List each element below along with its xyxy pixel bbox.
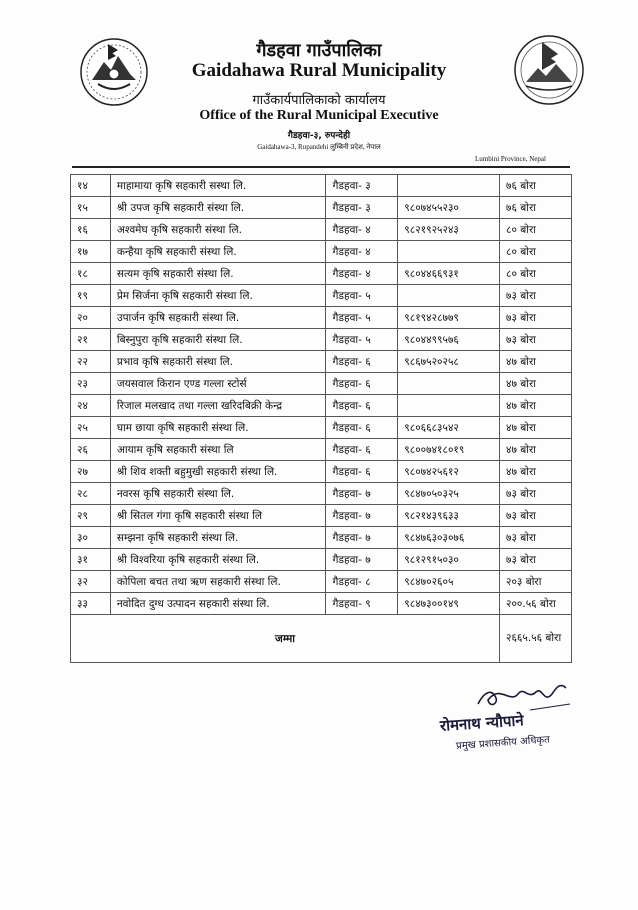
organization-name-cell: रिजाल मलखाद तथा गल्ला खरिदबिक्री केन्द्र <box>110 395 326 417</box>
signatory-name: रोमनाथ न्यौपाने <box>439 711 525 735</box>
address-english: Gaidahawa-3, Rupandehi लुम्बिनी प्रदेश, नेपाल <box>257 143 381 151</box>
phone-cell <box>398 285 500 307</box>
ward-cell: गैडहवा- ८ <box>326 571 398 593</box>
serial-number-cell: २२ <box>71 351 111 373</box>
organization-name-cell: सम्झना कृषि सहकारी संस्था लि. <box>110 527 326 549</box>
letterhead <box>0 0 638 170</box>
serial-number-cell: १९ <box>71 285 111 307</box>
organization-name-cell: घाम छाया कृषि सहकारी संस्था लि. <box>110 417 326 439</box>
serial-number-cell: १८ <box>71 263 111 285</box>
ward-cell: गैडहवा- ६ <box>326 351 398 373</box>
table-row <box>71 307 572 329</box>
phone-cell: ९८०७४२५६१२ <box>398 461 500 483</box>
organization-name-cell: नवोदित दुग्ध उत्पादन सहकारी संस्था लि. <box>110 593 326 615</box>
office-name-nepali: गाउँकार्यपालिकाको कार्यालय <box>252 93 386 108</box>
quantity-cell: ७६ बोरा <box>500 175 572 197</box>
ward-cell: गैडहवा- ४ <box>326 263 398 285</box>
organization-name-cell: उपार्जन कृषि सहकारी संस्था लि. <box>110 307 326 329</box>
quantity-cell: ८० बोरा <box>500 219 572 241</box>
organization-name-cell: अश्वमेघ कृषि सहकारी संस्था लि. <box>110 219 326 241</box>
quantity-cell: २००.५६ बोरा <box>500 593 572 615</box>
phone-cell: ९८४७६३०३०७६ <box>398 527 500 549</box>
table-row <box>71 417 572 439</box>
ward-cell: गैडहवा- ७ <box>326 505 398 527</box>
total-label: जम्मा <box>71 615 500 663</box>
ward-cell: गैडहवा- ५ <box>326 307 398 329</box>
ward-cell: गैडहवा- ३ <box>326 175 398 197</box>
table-row <box>71 351 572 373</box>
serial-number-cell: ३१ <box>71 549 111 571</box>
quantity-cell: ८० बोरा <box>500 263 572 285</box>
ward-cell: गैडहवा- ६ <box>326 395 398 417</box>
quantity-cell: ४७ बोरा <box>500 373 572 395</box>
phone-cell: ९८०७४५५२३० <box>398 197 500 219</box>
quantity-cell: ८० बोरा <box>500 241 572 263</box>
quantity-cell: ७३ बोरा <box>500 307 572 329</box>
phone-cell <box>398 241 500 263</box>
organization-name-cell: श्री शिव शक्ती बहुमुखी सहकारी संस्था लि. <box>110 461 326 483</box>
serial-number-cell: ३३ <box>71 593 111 615</box>
phone-cell <box>398 175 500 197</box>
table-row <box>71 461 572 483</box>
table-row <box>71 395 572 417</box>
phone-cell: ९८४७०२६०५ <box>398 571 500 593</box>
signatory-title: प्रमुख प्रशासकीय अधिकृत <box>455 734 551 752</box>
table-row <box>71 219 572 241</box>
quantity-cell: ४७ बोरा <box>500 461 572 483</box>
organization-name-cell: प्रेम सिर्जना कृषि सहकारी संस्था लि. <box>110 285 326 307</box>
ward-cell: गैडहवा- ७ <box>326 549 398 571</box>
quantity-cell: ७३ बोरा <box>500 483 572 505</box>
serial-number-cell: १४ <box>71 175 111 197</box>
table-row <box>71 439 572 461</box>
serial-number-cell: २३ <box>71 373 111 395</box>
phone-cell: ९८२१९२५२४३ <box>398 219 500 241</box>
table-row <box>71 593 572 615</box>
organization-name-cell: कन्हैया कृषि सहकारी संस्था लि. <box>110 241 326 263</box>
quantity-cell: ७३ बोरा <box>500 285 572 307</box>
phone-cell: ९८६७५२०२५८ <box>398 351 500 373</box>
serial-number-cell: २१ <box>71 329 111 351</box>
serial-number-cell: २४ <box>71 395 111 417</box>
quantity-cell: ४७ बोरा <box>500 351 572 373</box>
header-divider <box>72 166 570 168</box>
phone-cell: ९८०४४६६९३१ <box>398 263 500 285</box>
organization-name-cell: माहामाया कृषि सहकारी सस्था लि. <box>110 175 326 197</box>
municipality-logo-icon <box>512 30 586 110</box>
organization-name-cell: श्री उपज कृषि सहकारी संस्था लि. <box>110 197 326 219</box>
ward-cell: गैडहवा- ३ <box>326 197 398 219</box>
address-nepali: गैडहवा-३, रुपन्देही <box>287 131 351 141</box>
quantity-cell: ७३ बोरा <box>500 505 572 527</box>
table-row <box>71 263 572 285</box>
serial-number-cell: २६ <box>71 439 111 461</box>
quantity-cell: ७३ बोरा <box>500 527 572 549</box>
signature-scribble-icon <box>470 674 580 714</box>
quantity-cell: ४७ बोरा <box>500 395 572 417</box>
serial-number-cell: २९ <box>71 505 111 527</box>
serial-number-cell: २० <box>71 307 111 329</box>
phone-cell: ९८००७४१८०१९ <box>398 439 500 461</box>
table-row <box>71 527 572 549</box>
ward-cell: गैडहवा- ४ <box>326 241 398 263</box>
phone-cell <box>398 373 500 395</box>
organization-name-cell: श्री सितल गंगा कृषि सहकारी संस्था लि <box>110 505 326 527</box>
quantity-cell: ७३ बोरा <box>500 329 572 351</box>
province-label: Lumbini Province, Nepal <box>475 155 546 163</box>
ward-cell: गैडहवा- ४ <box>326 219 398 241</box>
ward-cell: गैडहवा- ५ <box>326 285 398 307</box>
total-quantity: २६६५.५६ बोरा <box>500 615 572 663</box>
table-row <box>71 505 572 527</box>
table-row <box>71 241 572 263</box>
ward-cell: गैडहवा- ६ <box>326 461 398 483</box>
office-name-english: Office of the Rural Municipal Executive <box>199 108 439 123</box>
quantity-cell: ४७ बोरा <box>500 439 572 461</box>
organization-name-cell: बिस्नुपुरा कृषि सहकारी संस्था लि. <box>110 329 326 351</box>
organization-name-cell: सत्यम कृषि सहकारी संस्था लि. <box>110 263 326 285</box>
ward-cell: गैडहवा- ७ <box>326 483 398 505</box>
table-row <box>71 175 572 197</box>
ward-cell: गैडहवा- ५ <box>326 329 398 351</box>
serial-number-cell: ३२ <box>71 571 111 593</box>
organization-name-cell: नवरस कृषि सहकारी संस्था लि. <box>110 483 326 505</box>
phone-cell: ९८१२९१५०३० <box>398 549 500 571</box>
table-row <box>71 483 572 505</box>
table-row <box>71 197 572 219</box>
phone-cell: ९८०६६८३५४२ <box>398 417 500 439</box>
serial-number-cell: २८ <box>71 483 111 505</box>
organization-name-cell: श्री विश्वरिया कृषि सहकारी संस्था लि. <box>110 549 326 571</box>
municipality-name-english: Gaidahawa Rural Municipality <box>191 60 447 81</box>
ward-cell: गैडहवा- ६ <box>326 439 398 461</box>
phone-cell <box>398 395 500 417</box>
quantity-cell: ४७ बोरा <box>500 417 572 439</box>
organization-name-cell: प्रभाव कृषि सहकारी संस्था लि. <box>110 351 326 373</box>
serial-number-cell: २५ <box>71 417 111 439</box>
municipality-name-nepali: गैडहवा गाउँपालिका <box>256 40 382 61</box>
ward-cell: गैडहवा- ६ <box>326 417 398 439</box>
serial-number-cell: २७ <box>71 461 111 483</box>
serial-number-cell: ३० <box>71 527 111 549</box>
quantity-cell: ७३ बोरा <box>500 549 572 571</box>
ward-cell: गैडहवा- ६ <box>326 373 398 395</box>
phone-cell: ९८४७३००१४९ <box>398 593 500 615</box>
distribution-table <box>70 174 572 663</box>
table-row <box>71 329 572 351</box>
serial-number-cell: १६ <box>71 219 111 241</box>
organization-name-cell: जयसवाल किरान एण्ड गल्ला स्टोर्स <box>110 373 326 395</box>
total-row <box>71 615 572 663</box>
phone-cell: ९८०४४९९५७६ <box>398 329 500 351</box>
organization-name-cell: कोपिला बचत तथा ऋण सहकारी संस्था लि. <box>110 571 326 593</box>
serial-number-cell: १५ <box>71 197 111 219</box>
quantity-cell: ७६ बोरा <box>500 197 572 219</box>
serial-number-cell: १७ <box>71 241 111 263</box>
table-row <box>71 571 572 593</box>
ward-cell: गैडहवा- ७ <box>326 527 398 549</box>
table-row <box>71 285 572 307</box>
table-row <box>71 373 572 395</box>
organization-name-cell: आयाम कृषि सहकारी संस्था लि <box>110 439 326 461</box>
table-row <box>71 549 572 571</box>
phone-cell: ९८२१४३९६३३ <box>398 505 500 527</box>
phone-cell: ९८४७०५०३२५ <box>398 483 500 505</box>
ward-cell: गैडहवा- ९ <box>326 593 398 615</box>
quantity-cell: २०३ बोरा <box>500 571 572 593</box>
phone-cell: ९८१९४२८७७९ <box>398 307 500 329</box>
